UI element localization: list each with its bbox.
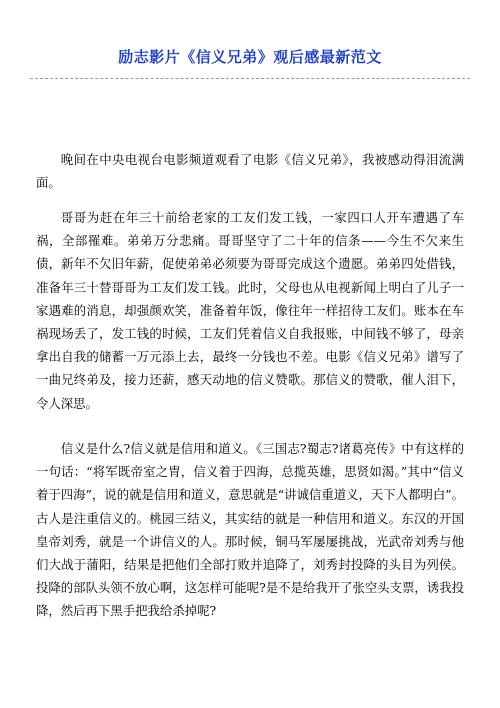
paragraph-intro: 晚间在中央电视台电影频道观看了电影《信义兄弟》，我被感动得泪流满面。: [36, 152, 464, 191]
paragraph-meaning: 信义是什么?信义就是信用和道义。《三国志?蜀志?诸葛亮传》中有这样的一句话：“将军既帝室之胄，信义着于四海，总揽英雄，思贤如渴。”其中“信义着于四海”，说的就是信用和道义，意思就是“讲诚信重道义，天下人都明白”。古人是注重信义的。桃园三结义，其实结的就是一种信用和道义。东汉的开国皇帝刘秀，就是一个讲信义的人。那时候，铜马军屡屡挑战，光武帝刘秀与他们大战于蒲阳，结果是把他们全部打败并追降了，刘秀封投降的头目为列侯。投降的部队头领不放心啊，这怎样可能呢?是不是给我开了张空头支票，诱我投降，然后再下黑手把我给杀掉呢?: [36, 441, 464, 619]
paragraph-story: 哥哥为赶在年三十前给老家的工友们发工钱，一家四口人开车遭遇了车祸，全部罹难。弟弟万分悲痛。哥哥坚守了二十年的信条——今生不欠来生债，新年不欠旧年薪，促使弟弟必须要为哥哥完成这个遗愿。弟弟四处借钱，准备年三十替哥哥为工友们发工钱。此时，父母也从电视新闻上明白了儿子一家遇难的消息，却强颜欢笑，准备着年饭，像往年一样招待工友们。账本在车祸现场丢了，发工钱的时候，工友们凭着信义自我报账，中间钱不够了，母亲拿出自我的储蓄一万元添上去，最终一分钱也不差。电影《信义兄弟》谱写了一曲兄终弟及，接力还薪，感天动地的信义赞歌。那信义的赞歌，催人泪下，令人深思。: [36, 210, 464, 411]
document-title: 励志影片《信义兄弟》观后感最新范文: [118, 48, 382, 66]
title-divider: [30, 78, 470, 79]
